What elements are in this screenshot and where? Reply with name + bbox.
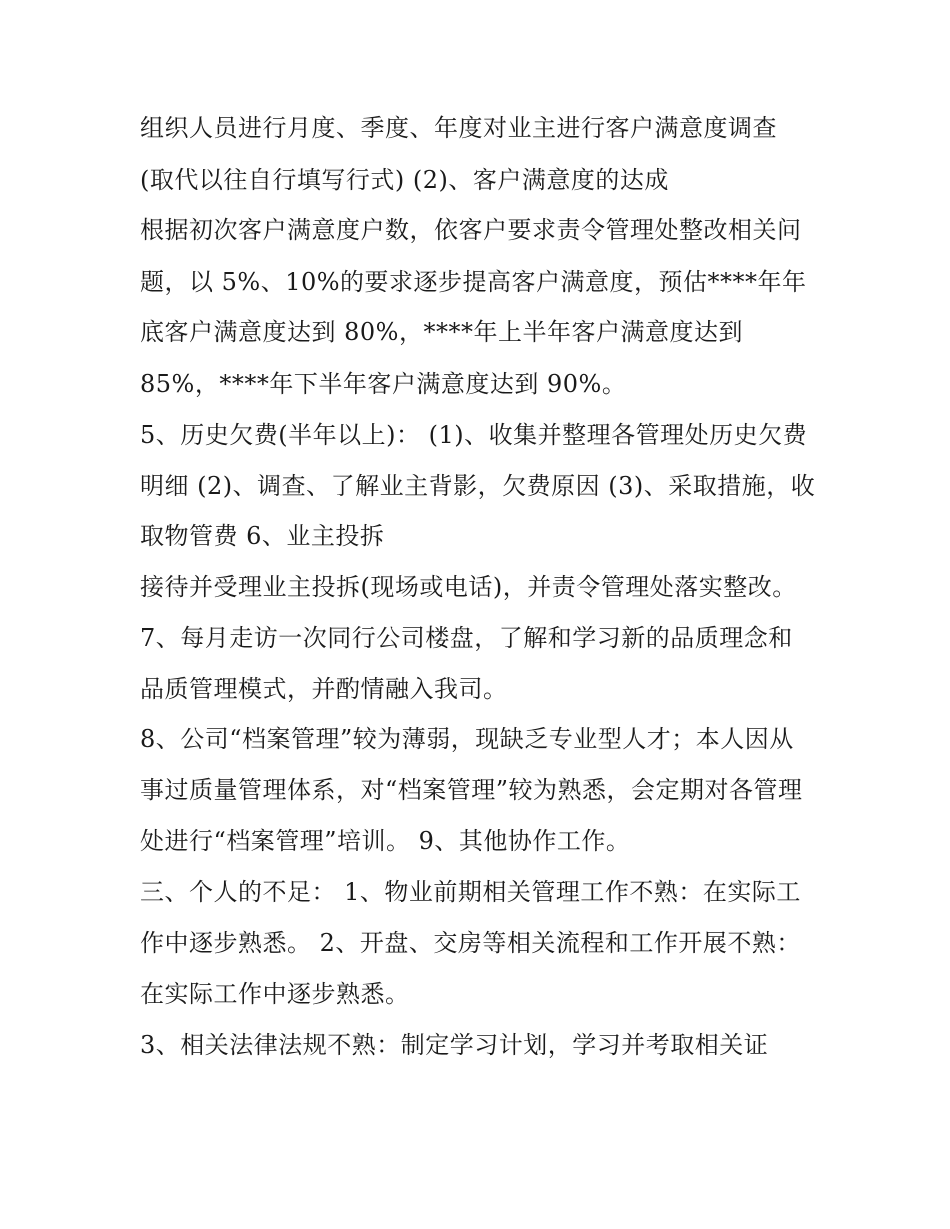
text-line: 8、公司“档案管理”较为薄弱，现缺乏专业型人才；本人因从 <box>140 725 794 753</box>
text-line: 取物管费 6、业主投拆 <box>140 522 385 550</box>
text-line: 85%，****年下半年客户满意度达到 90%。 <box>140 370 627 398</box>
text-line: 处进行“档案管理”培训。 9、其他协作工作。 <box>140 827 631 855</box>
text-line: 7、每月走访一次同行公司楼盘，了解和学习新的品质理念和 <box>140 624 793 652</box>
text-line: 根据初次客户满意度户数，依客户要求责令管理处整改相关问 <box>140 216 802 244</box>
text-line: 题，以 5%、10%的要求逐步提高客户满意度，预估****年年 <box>140 268 807 296</box>
text-line: 三、个人的不足： 1、物业前期相关管理工作不熟：在实际工 <box>140 878 801 906</box>
text-line: 在实际工作中逐步熟悉。 <box>140 980 410 1008</box>
text-line: 作中逐步熟悉。 2、开盘、交房等相关流程和工作开展不熟： <box>140 929 801 957</box>
text-line: 事过质量管理体系，对“档案管理”较为熟悉，会定期对各管理 <box>140 776 803 804</box>
text-line: 3、相关法律法规不熟：制定学习计划，学习并考取相关证 <box>140 1031 769 1059</box>
text-line: (取代以往自行填写行式) (2)、客户满意度的达成 <box>140 166 669 194</box>
text-line: 组织人员进行月度、季度、年度对业主进行客户满意度调查 <box>140 114 777 142</box>
text-line: 明细 (2)、调查、了解业主背影，欠费原因 (3)、采取措施，收 <box>140 472 816 500</box>
text-line: 品质管理模式，并酌情融入我司。 <box>140 675 508 703</box>
text-line: 5、历史欠费(半年以上)： (1)、收集并整理各管理处历史欠费 <box>140 421 808 449</box>
text-line: 接待并受理业主投拆(现场或电话)，并责令管理处落实整改。 <box>140 573 797 601</box>
text-line: 底客户满意度达到 80%，****年上半年客户满意度达到 <box>140 318 743 346</box>
